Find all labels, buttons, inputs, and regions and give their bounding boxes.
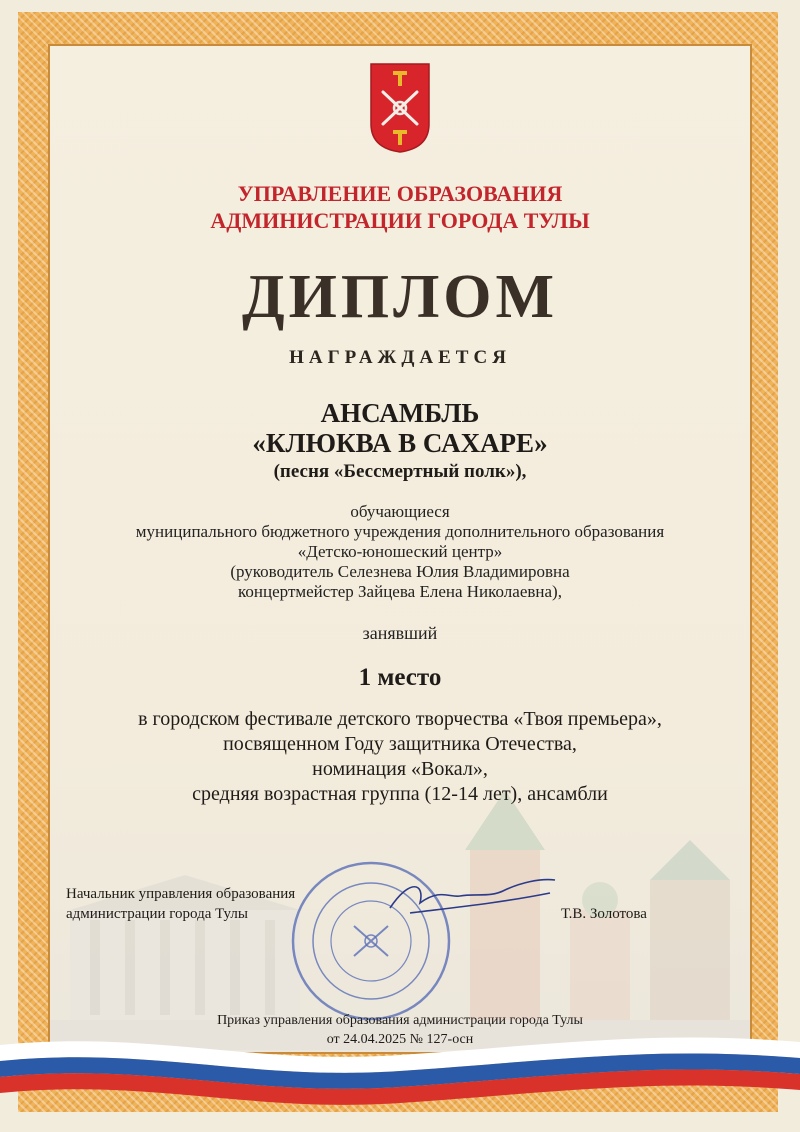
awarded-label: НАГРАЖДАЕТСЯ (289, 347, 511, 368)
signatory-position (66, 884, 295, 924)
festival-line: средняя возрастная группа (12-14 лет), ансамбли (192, 783, 608, 805)
description-line: муниципального бюджетного учреждения дополнительного образования (135, 522, 665, 541)
order-line2: от 24.04.2025 № 127-осн (326, 1032, 474, 1047)
signatory-position-line2: администрации города Тулы (66, 906, 248, 922)
handwritten-signature (380, 868, 560, 928)
tricolor-ribbon (0, 1010, 800, 1120)
diploma-title: ДИПЛОМ (241, 263, 559, 331)
festival-line: в городском фестивале детского творчества «Твоя премьера», (138, 708, 662, 730)
recipient-line1: АНСАМБЛЬ (320, 398, 480, 428)
recipient-line2: «КЛЮКВА В САХАРЕ» (252, 428, 548, 458)
description-line: (руководитель Селезнева Юлия Владимировна (230, 562, 570, 581)
festival-line: номинация «Вокал», (312, 758, 488, 780)
signatory-position-line1: Начальник управления образования (66, 886, 296, 902)
order-line1: Приказ управления образования администрации города Тулы (217, 1013, 583, 1028)
taken-label: занявший (362, 623, 438, 643)
issuer-org-line1: УПРАВЛЕНИЕ ОБРАЗОВАНИЯ (237, 181, 563, 206)
recipient-song: (песня «Бессмертный полк»), (273, 461, 527, 482)
issuer-org-line2: АДМИНИСТРАЦИИ ГОРОДА ТУЛЫ (210, 208, 590, 233)
festival-line: посвященном Году защитника Отечества, (223, 733, 577, 755)
tula-coat-of-arms-icon (369, 62, 431, 154)
description-line: обучающиеся (350, 502, 450, 521)
description-line: концертмейстер Зайцева Елена Николаевна), (238, 582, 562, 601)
description-line: «Детско-юношеский центр» (297, 542, 503, 561)
signatory-name: Т.В. Золотова (561, 906, 647, 922)
place-value: 1 место (358, 664, 442, 691)
